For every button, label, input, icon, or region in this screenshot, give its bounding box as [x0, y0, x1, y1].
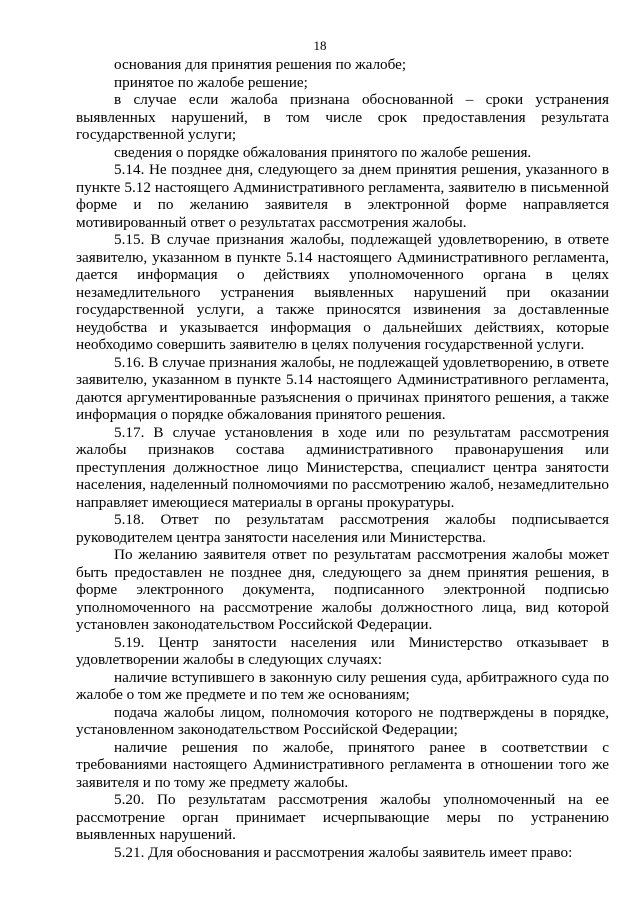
paragraph: наличие вступившего в законную силу решения суда, арбитражного суда по жалобе о том же предмете и по тем же основаниям;: [76, 668, 609, 703]
paragraph: наличие решения по жалобе, принятого ранее в соответствии с требованиями настоящего Административного регламента в отношении того же заявителя и по тому же предмету жалобы.: [76, 738, 609, 791]
document-body: [76, 56, 609, 861]
paragraph: По желанию заявителя ответ по результатам рассмотрения жалобы может быть предоставлен не позднее дня, следующего за днем принятия решения, в форме электронного документа, подписанного электронной подписью уполномоченного на рассмотрение жалобы должностного лица, вид которой установлен законодательством Российской Федерации.: [76, 546, 609, 633]
paragraph: 5.21. Для обоснования и рассмотрения жалобы заявитель имеет право:: [114, 843, 573, 861]
paragraph: 5.14. Не позднее дня, следующего за днем принятия решения, указанного в пункте 5.12 настоящего Административного регламента, заявителю в письменной форме и по желанию заявителя в электронной форме направляется мотивированный ответ о результатах рассмотрения жалобы.: [76, 161, 609, 231]
paragraph: 5.20. По результатам рассмотрения жалобы уполномоченный на ее рассмотрение орган принимает исчерпывающие меры по устранению выявленных нарушений.: [76, 791, 609, 843]
paragraph: 5.17. В случае установления в ходе или по результатам рассмотрения жалобы признаков состава административного правонарушения или преступления должностное лицо Министерства, специалист центра занятости населения, наделенный полномочиями по рассмотрению жалоб, незамедлительно направляет имеющиеся материалы в органы прокуратуры.: [76, 423, 609, 511]
page-number: 18: [313, 38, 327, 53]
paragraph: подача жалобы лицом, полномочия которого не подтверждены в порядке, установленном законодательством Российской Федерации;: [76, 703, 609, 738]
paragraph: 5.15. В случае признания жалобы, подлежащей удовлетворению, в ответе заявителю, указанном в пункте 5.14 настоящего Административного регламента, дается информация о действиях уполномоченного органа в целях незамедлительного устранения выявленных нарушений при оказании государственной услуги, а также приносятся извинения за доставленные неудобства и указывается информация о дальнейших действиях, которые необходимо совершить заявителю в целях получения государственной услуги.: [76, 231, 609, 353]
paragraph: основания для принятия решения по жалобе;: [114, 56, 407, 73]
paragraph: сведения о порядке обжалования принятого по жалобе решения.: [114, 143, 532, 161]
paragraph: принятое по жалобе решение;: [114, 73, 308, 91]
paragraph: 5.19. Центр занятости населения или Министерство отказывает в удовлетворении жалобы в следующих случаях:: [76, 633, 609, 668]
paragraph: в случае если жалоба признана обоснованной – сроки устранения выявленных нарушений, в том числе срок предоставления результата государственной услуги;: [76, 91, 609, 143]
paragraph: 5.16. В случае признания жалобы, не подлежащей удовлетворению, в ответе заявителю, указанном в пункте 5.14 настоящего Административного регламента, даются аргументированные разъяснения о причинах принятого решения, а также информация о порядке обжалования принятого решения.: [76, 353, 609, 423]
paragraph: 5.18. Ответ по результатам рассмотрения жалобы подписывается руководителем центра занятости населения или Министерства.: [76, 511, 609, 546]
